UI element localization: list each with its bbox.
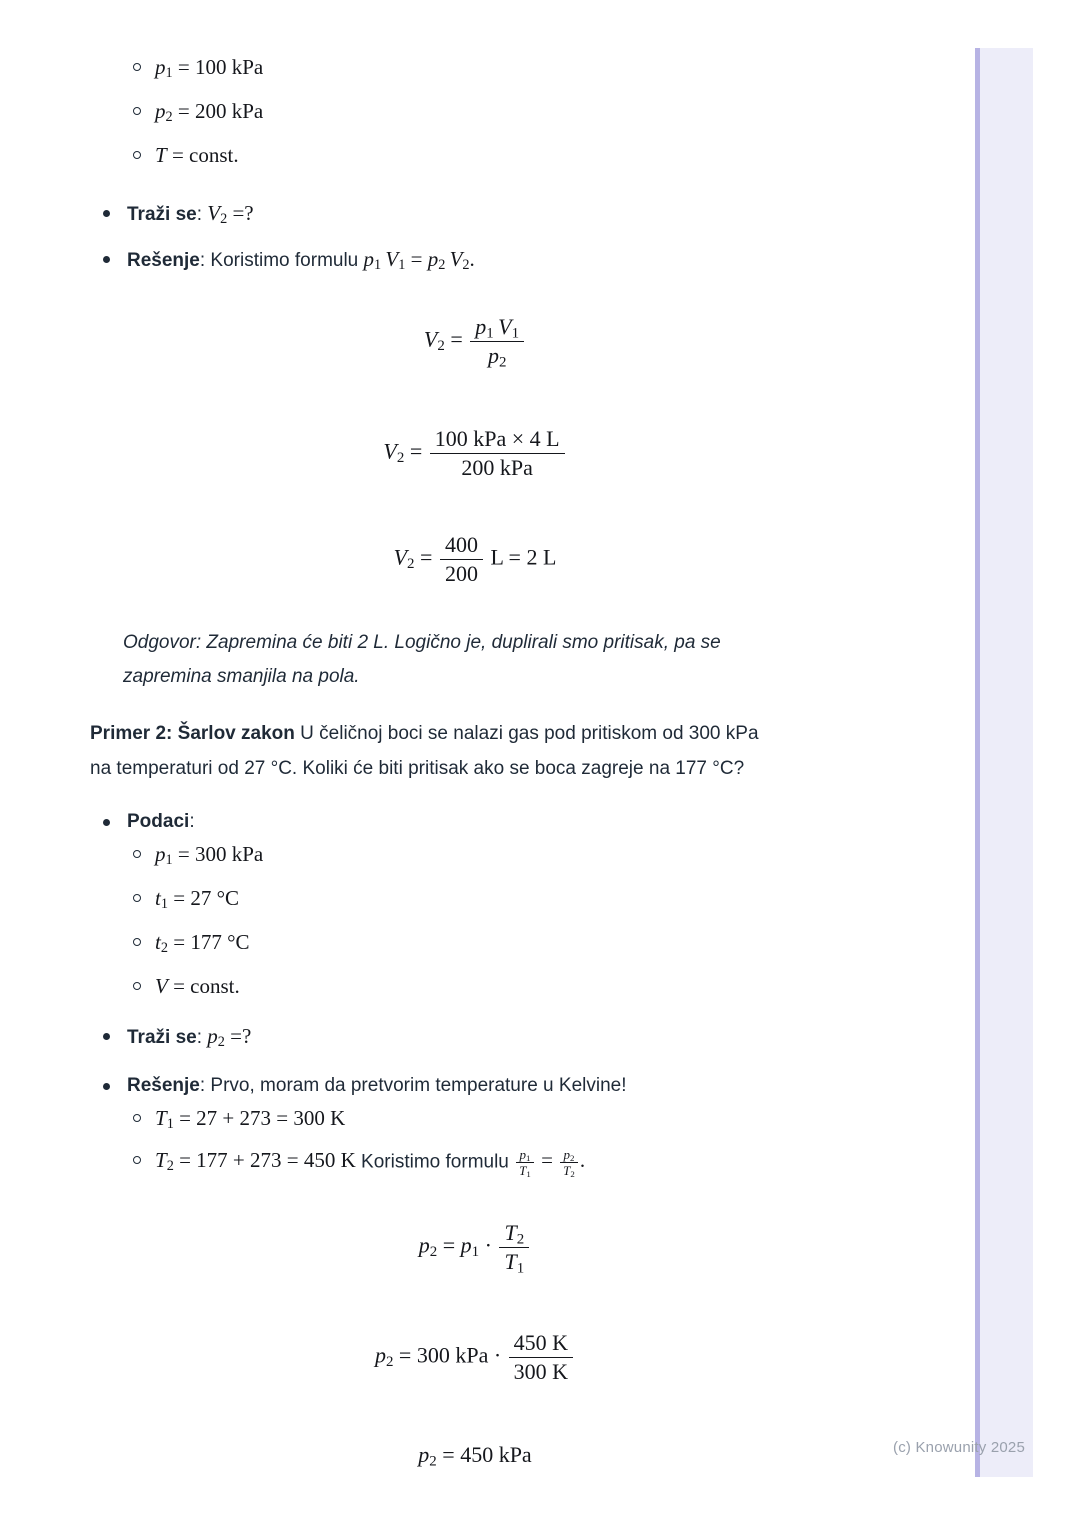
list-item-text: V = const. bbox=[155, 974, 240, 998]
list-item-resenje bbox=[90, 1073, 860, 1099]
bullet-icon bbox=[103, 256, 110, 263]
label-bold: Traži se bbox=[127, 1027, 197, 1048]
paragraph-text: U čeličnoj boci se nalazi gas pod pritiskom od 300 kPa bbox=[294, 723, 759, 744]
paragraph-line bbox=[90, 716, 860, 751]
primer2-title-bold: Primer 2: Šarlov zakon bbox=[90, 723, 295, 744]
circle-bullet-icon bbox=[133, 938, 141, 946]
list-item-text: $p_2 = 200$ kPa bbox=[155, 99, 264, 126]
list-item-text bbox=[127, 200, 254, 228]
list-item-trazi-se bbox=[90, 1023, 860, 1051]
display-formula-v2-result bbox=[90, 532, 860, 586]
label-bold: Rešenje bbox=[127, 250, 200, 271]
circle-bullet-icon bbox=[133, 894, 141, 902]
formula-math: $p_2 = 300$ kPa · $\frac{450 K}{300 K}$ bbox=[375, 1330, 575, 1385]
formula-math: $p_2 = p_1$ · $\frac{T_2}{T_1}$ bbox=[419, 1220, 531, 1275]
display-formula-v2-definition bbox=[90, 314, 860, 368]
label-colon: : bbox=[189, 811, 195, 832]
bullet-icon bbox=[103, 1083, 110, 1090]
formula-math: $V_2$ = $\frac{\text{100 kPa × 4 L}}{\text{200 kPa}}$ bbox=[383, 426, 566, 481]
circle-bullet-icon bbox=[133, 1114, 141, 1122]
list-item bbox=[90, 929, 860, 955]
answer-paragraph bbox=[123, 626, 860, 694]
sentence-text: Koristimo formulu bbox=[355, 1151, 515, 1173]
kelvin-conversion-list bbox=[90, 1105, 860, 1178]
list-item-text: T = const. bbox=[155, 143, 239, 167]
list-item-text: $t_2 = 177$ °C bbox=[155, 930, 250, 957]
label-colon: : bbox=[196, 1027, 202, 1048]
list-item bbox=[90, 1147, 860, 1178]
label-colon: : bbox=[196, 204, 202, 225]
circle-bullet-icon bbox=[133, 107, 141, 115]
sentence-text: Koristimo formulu bbox=[205, 250, 364, 271]
copyright-watermark: (c) Knowunity 2025 bbox=[893, 1439, 1026, 1456]
sentence-text: Prvo, moram da pretvorim temperature u Kelvine! bbox=[205, 1075, 627, 1096]
inline-math: $V_2$ =? bbox=[207, 201, 254, 228]
list-item bbox=[90, 885, 860, 911]
list-item bbox=[90, 973, 860, 999]
list-item-text bbox=[127, 809, 195, 835]
display-formula-p2-definition bbox=[90, 1220, 860, 1274]
paragraph-line: na temperaturi od 27 °C. Koliki će biti pritisak ako se boca zagreje na 177 °C? bbox=[90, 758, 745, 779]
circle-bullet-icon bbox=[133, 151, 141, 159]
list-item-resenje bbox=[90, 246, 860, 274]
bullet-icon bbox=[103, 819, 110, 826]
circle-bullet-icon bbox=[133, 982, 141, 990]
bullet-icon bbox=[103, 1033, 110, 1040]
formula-math: $p_2 = 450$ kPa bbox=[418, 1442, 532, 1470]
list-item-text: $t_1 = 27$ °C bbox=[155, 886, 239, 913]
list-item bbox=[90, 1105, 860, 1131]
paragraph-line: Odgovor: Zapremina će biti 2 L. Logično je, duplirali smo pritisak, pa se bbox=[123, 632, 721, 653]
list-item bbox=[90, 54, 860, 80]
inline-math: $T_2 = 177 + 273 = 450$ K bbox=[155, 1148, 356, 1175]
list-item-text: $p_1 = 300$ kPa bbox=[155, 842, 264, 869]
paragraph-line: zapremina smanjila na pola. bbox=[123, 666, 360, 687]
list-item-podaci bbox=[90, 809, 860, 835]
display-formula-p2-substitution bbox=[90, 1330, 860, 1384]
label-colon: : bbox=[199, 1075, 206, 1096]
list-item-text: $T_1 = 27 + 273 = 300$ K bbox=[155, 1106, 346, 1133]
primer1-data-list bbox=[90, 54, 860, 168]
list-item-text bbox=[127, 246, 475, 274]
circle-bullet-icon bbox=[133, 1156, 141, 1164]
list-item bbox=[90, 841, 860, 867]
display-formula-v2-substitution bbox=[90, 426, 860, 480]
label-colon: : bbox=[199, 250, 206, 271]
display-formula-p2-result bbox=[90, 1442, 860, 1468]
list-item-text bbox=[155, 1147, 585, 1178]
label-bold: Traži se bbox=[127, 204, 197, 225]
formula-math: $V_2$ = $\frac{p_1 V_1}{p_2}$ bbox=[424, 314, 526, 369]
inline-math: $p_1$ $V_1 = p_2$ $V_2$. bbox=[363, 247, 475, 274]
primer2-data-list bbox=[90, 841, 860, 999]
label-bold: Rešenje bbox=[127, 1075, 200, 1096]
circle-bullet-icon bbox=[133, 63, 141, 71]
formula-math: $V_2$ = $\frac{400}{200}$ L = 2 L bbox=[393, 531, 557, 586]
circle-bullet-icon bbox=[133, 850, 141, 858]
list-item bbox=[90, 98, 860, 124]
list-item-text bbox=[127, 1073, 627, 1099]
list-item-text bbox=[127, 1023, 251, 1051]
list-item-trazi-se bbox=[90, 200, 860, 228]
list-item-text: $p_1 = 100$ kPa bbox=[155, 55, 264, 82]
primer2-intro-paragraph bbox=[90, 716, 860, 786]
inline-math: $\frac{p_1}{T_1}$ = $\frac{p_2}{T_2}$ . bbox=[514, 1148, 585, 1172]
inline-math: $p_2$ =? bbox=[207, 1024, 252, 1051]
label-bold: Podaci bbox=[127, 811, 190, 832]
bullet-icon bbox=[103, 210, 110, 217]
list-item bbox=[90, 142, 860, 168]
